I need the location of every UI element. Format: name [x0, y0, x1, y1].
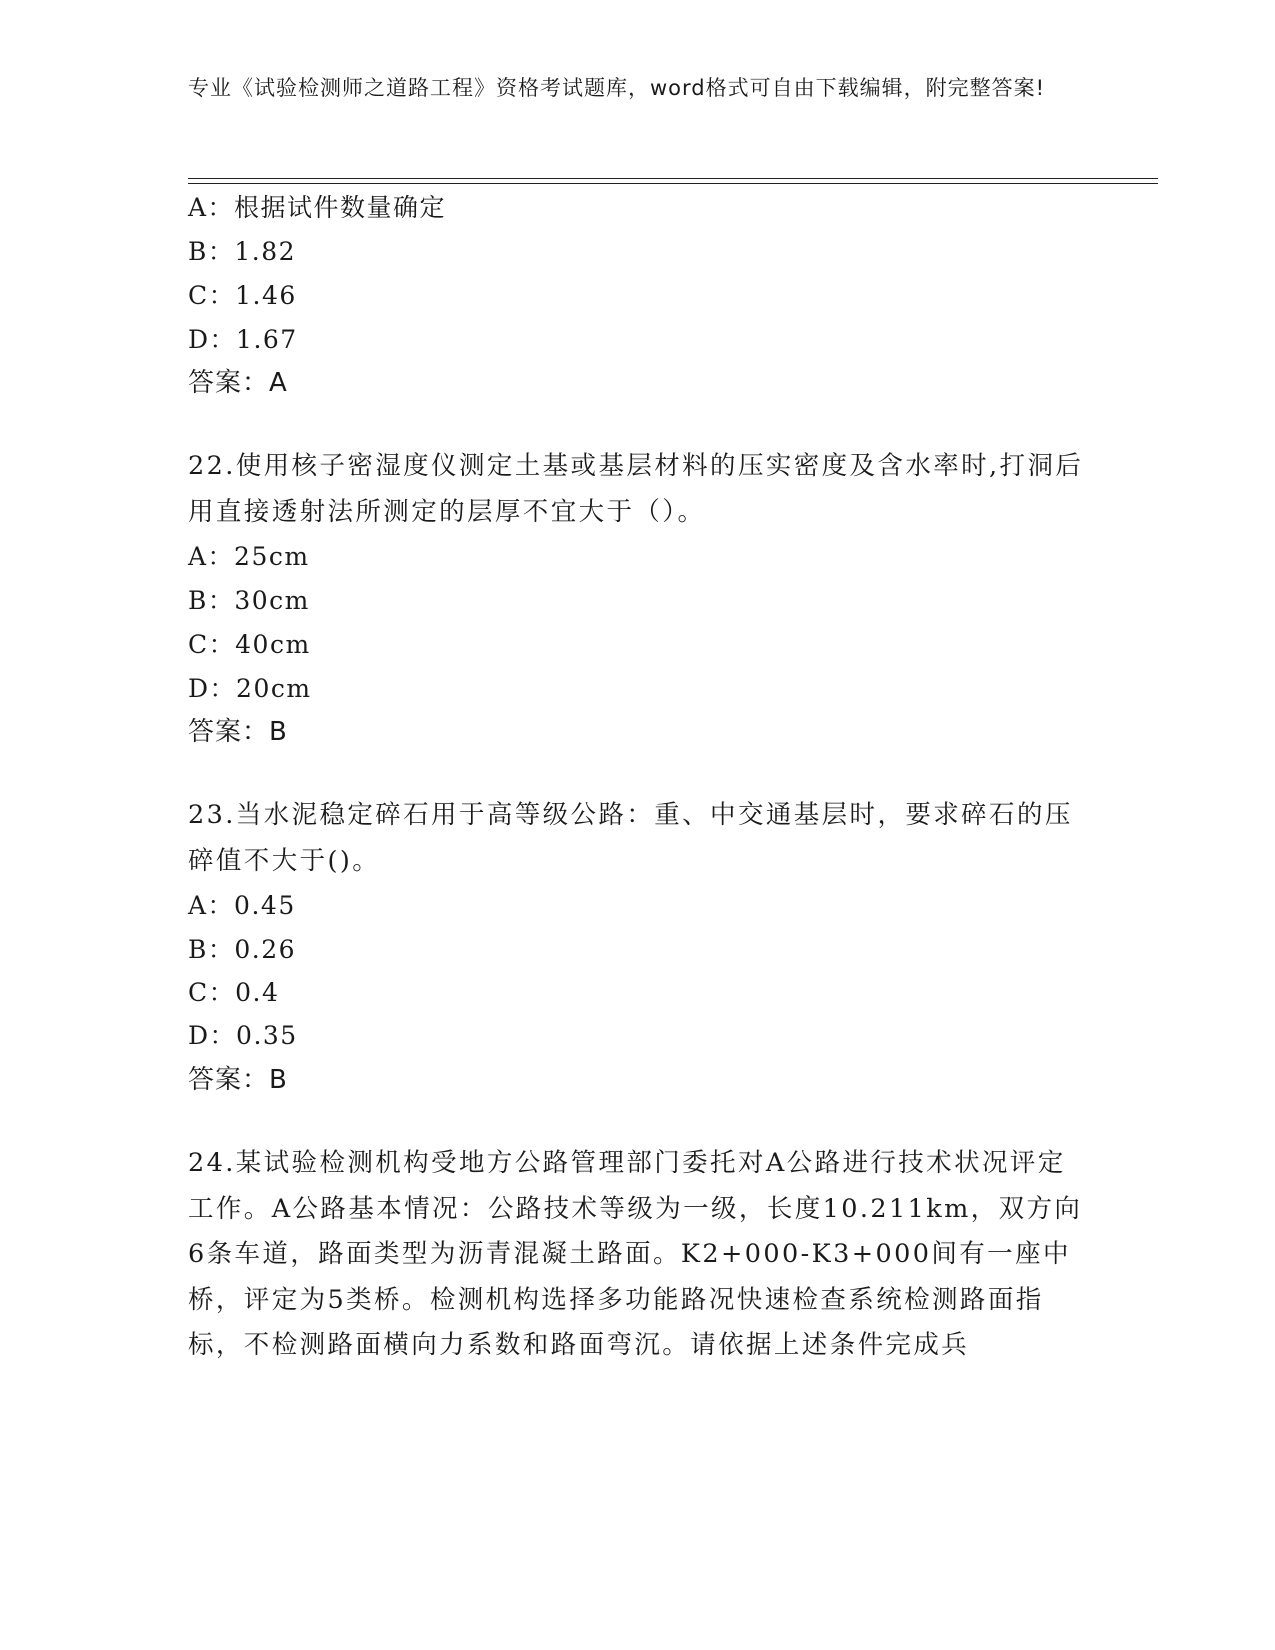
q22-answer: 答案：B	[188, 717, 288, 747]
q22-option-b: B：30cm	[188, 586, 310, 615]
q22-stem: 22.使用核子密湿度仪测定土基或基层材料的压实密度及含水率时,打洞后用直接透射法所测定的层厚不宜大于（）。	[188, 451, 1084, 527]
q22-option-c: C：40cm	[188, 630, 311, 659]
q23-stem: 23.当水泥稳定碎石用于高等级公路：重、中交通基层时，要求碎石的压碎值不大于()。	[188, 800, 1073, 876]
q23-option-b: B：0.26	[188, 935, 297, 964]
q22-option-d: D：20cm	[188, 674, 312, 703]
q21-option-d: D：1.67	[188, 325, 298, 354]
q23-option-a: A：0.45	[188, 891, 296, 920]
q23-option-c: C：0.4	[188, 978, 280, 1007]
q21-option-c: C：1.46	[188, 281, 297, 310]
header-rule-top	[188, 178, 1158, 179]
q21-answer: 答案：A	[188, 368, 288, 398]
header-rule-bottom	[188, 183, 1158, 184]
q23-answer: 答案：B	[188, 1065, 288, 1095]
q24-stem: 24.某试验检测机构受地方公路管理部门委托对A公路进行技术状况评定工作。A公路基本情况：公路技术等级为一级，长度10.211km，双方向6条车道，路面类型为沥青混凝土路面。K2+000-K3+000间有一座中桥，评定为5类桥。检测机构选择多功能路况快速检查系统检测路面指标，不检测路面横向力系数和路面弯沉。请依据上述条件完成兵	[188, 1148, 1083, 1360]
q21-option-b: B：1.82	[188, 237, 297, 266]
document-header: 专业《试验检测师之道路工程》资格考试题库，word格式可自由下载编辑，附完整答案!	[188, 76, 1046, 100]
q21-option-a: A：根据试件数量确定	[188, 193, 447, 222]
q23-option-d: D：0.35	[188, 1021, 298, 1050]
q22-option-a: A：25cm	[188, 542, 310, 571]
